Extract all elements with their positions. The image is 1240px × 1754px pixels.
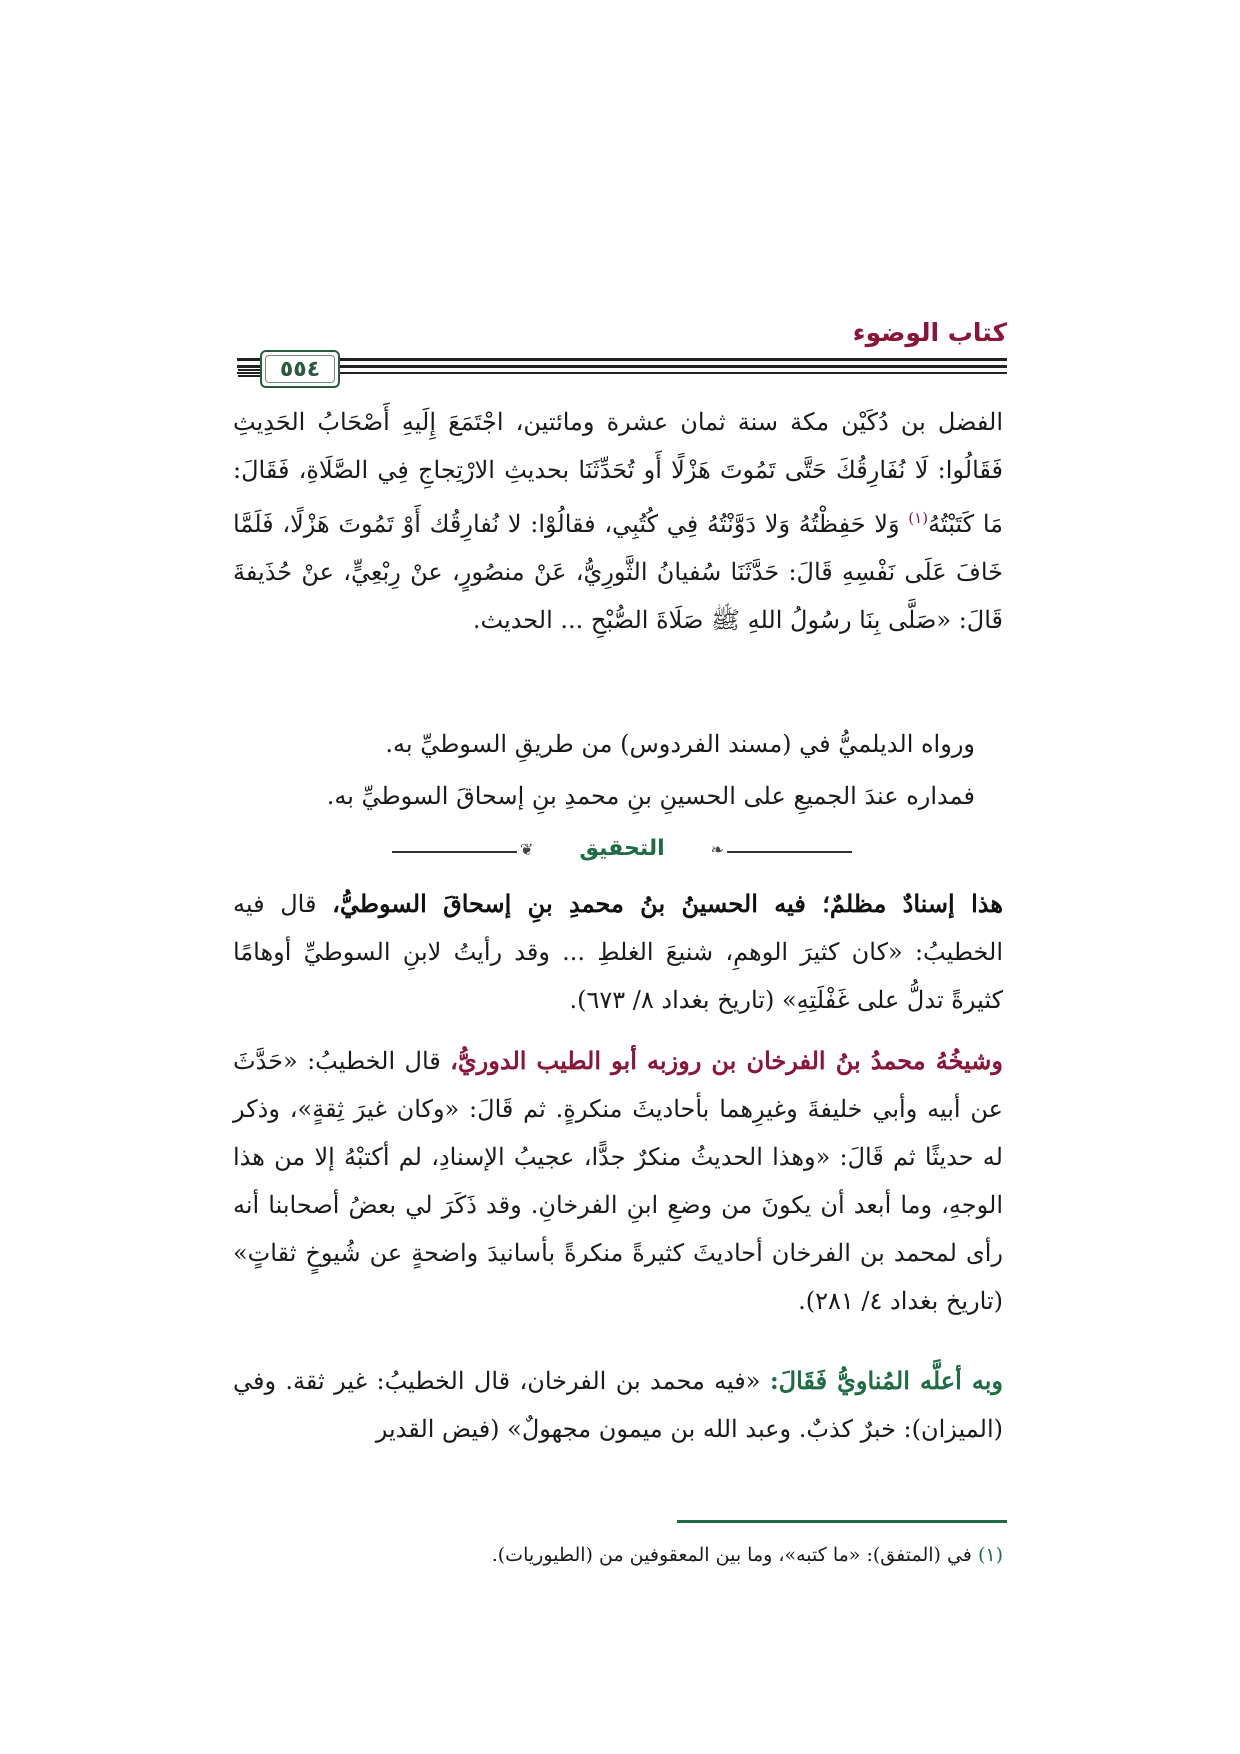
header-rule — [237, 365, 1007, 368]
paragraph-narration — [233, 398, 1003, 644]
isnad-verdict: هذا إسنادٌ مظلمٌ؛ فيه الحسينُ بنُ محمدِ بنِ إسحاقَ السوطيُّ، — [332, 889, 1003, 918]
section-divider — [392, 836, 852, 866]
header-rule — [237, 372, 1007, 374]
running-title: كتاب الوضوء — [852, 318, 1007, 347]
divider-line — [727, 851, 852, 853]
section-heading: التحقيق — [579, 836, 665, 861]
page-number-badge — [260, 350, 340, 388]
paragraph-isnad — [233, 880, 1003, 1024]
madar-text: فمداره عندَ الجميعِ على الحسينِ بنِ محمدِ بنِ إسحاقَ السوطيِّ به. — [326, 782, 975, 810]
munawi-lead: وبه أعلَّه المُناويُّ فَقَالَ: — [769, 1366, 1003, 1395]
footnote-ref: (١) — [908, 509, 929, 527]
header-rule — [237, 358, 1007, 361]
footnote-separator — [677, 1520, 1007, 1523]
paragraph-shaykh — [233, 1037, 1003, 1325]
paragraph-madar — [233, 772, 1003, 820]
footnote-mark: (١) — [977, 1544, 1003, 1566]
narration-text-b: وَلا حَفِظْتُهُ وَلا دَوَّنْتُهُ فِي كُتُبِي، فقالُوْا: لا نُفارِقُك أَوْ تَمُوتَ هَزْلًا، فَلَمَّا خَافَ عَلَى نَفْسِهِ قَالَ: حَدَّثَنَا سُفيانُ الثَّورِيُّ، عَنْ منصُورٍ، عنْ رِبْعِيٍّ، عنْ حُذَيفةَ قَالَ: «صَلَّى بِنَا رسُولُ اللهِ ﷺ صَلَاةَ الصُّبْحِ ... الحديث. — [233, 510, 1003, 634]
ornament-icon: ❦ — [520, 840, 534, 859]
shaykh-name: وشيخُهُ محمدُ بنُ الفرخان بن روزبه أبو الطيب الدوريُّ، — [450, 1046, 1004, 1075]
page-header — [237, 318, 1007, 388]
footnote — [233, 1538, 1003, 1572]
isnad-text: قال فيه الخطيبُ: «كان كثيرَ الوهمِ، شنيعَ الغلطِ ... وقد رأيتُ لابنِ السوطيِّ أوهامًا كثيرةً تدلُّ على غَفْلَتِهِ» (تاريخ بغداد ٨/ ٦٧٣). — [233, 890, 1003, 1014]
daylami-text: ورواه الديلميُّ في (مسند الفردوس) من طريقِ السوطيِّ به. — [385, 730, 975, 758]
shaykh-text: قال الخطيبُ: «حَدَّثَ عن أبيه وأبي خليفةَ وغيرِهما بأحاديثَ منكرةٍ. ثم قَالَ: «وكان غيرَ ثِقةٍ»، وذكر له حديثًا ثم قَالَ: «وهذا الحديثُ منكرٌ جدًّا، عجيبُ الإسنادِ، لم أكتبْهُ إلا من هذا الوجهِ، وما أبعد أن يكونَ من وضعِ ابنِ الفرخانِ. وقد ذَكَرَ لي بعضُ أصحابنا أنه رأى لمحمد بن الفرخان أحاديثَ كثيرةً منكرةً بأسانيدَ واضحةٍ عن شُيوخٍ ثقاتٍ» (تاريخ بغداد ٤/ ٢٨١). — [233, 1047, 1003, 1315]
ornament-icon: ❧ — [710, 840, 724, 859]
footnote-text: في (المتفق): «ما كتبه»، وما بين المعقوفين من (الطيوريات). — [491, 1544, 978, 1566]
narration-text-a: الفضل بن دُكَيْن مكة سنة ثمان عشرة ومائتين، اجْتَمَعَ إِلَيهِ أَصْحَابُ الحَدِيثِ فَقَالُوا: لَا نُفَارِقُكَ حَتَّى تَمُوتَ هَزْلًا أَو تُحَدِّثَنَا بحديثِ الارْتِجاجِ فِي الصَّلَاةِ، فَقَالَ: مَا كَتَبْتُهُ — [233, 408, 1003, 538]
paragraph-munawi — [233, 1357, 1003, 1453]
munawi-text: «فيه محمد بن الفرخان، قال الخطيبُ: غير ثقة. وفي (الميزان): خبرٌ كذبٌ. وعبد الله بن ميمون مجهولٌ» (فيض القدير — [233, 1367, 1003, 1443]
page-number: ٥٥٤ — [279, 356, 321, 382]
paragraph-daylami — [233, 720, 1003, 768]
